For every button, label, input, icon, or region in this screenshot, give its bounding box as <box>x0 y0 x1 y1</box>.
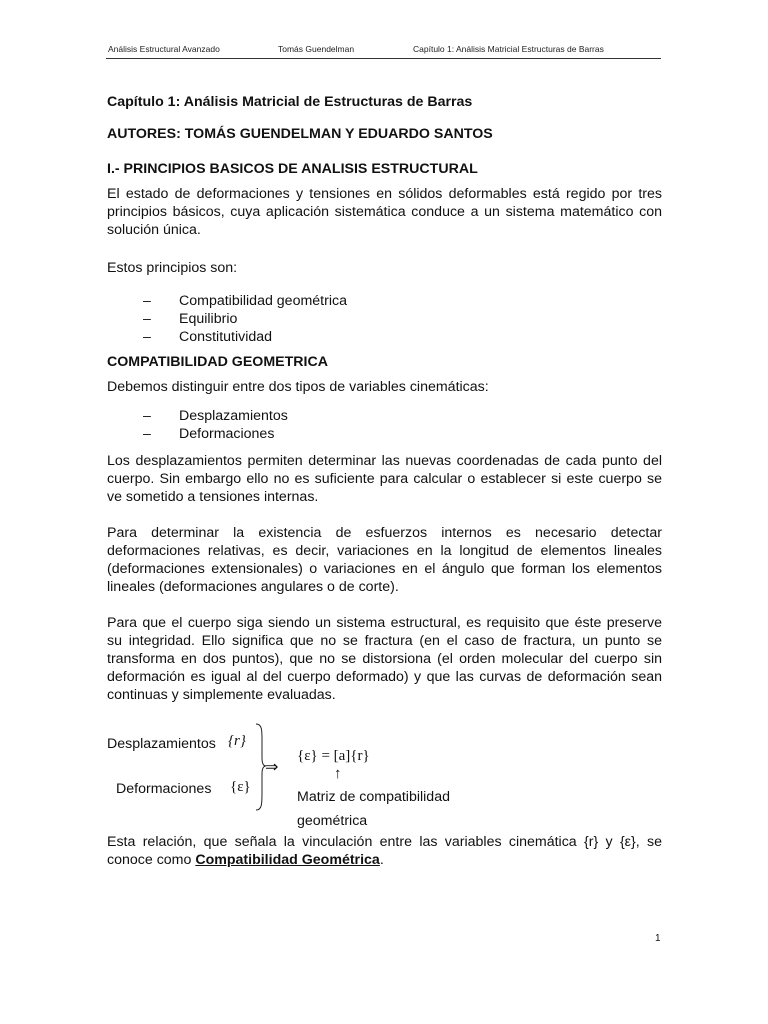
header-author: Tomás Guendelman <box>278 44 355 54</box>
header-chapter: Capítulo 1: Análisis Matricial Estructuras de Barras <box>413 44 604 54</box>
section-heading-compatibility: COMPATIBILIDAD GEOMETRICA <box>107 354 328 370</box>
equation-relation: {ε} = [a]{r} <box>297 748 370 764</box>
closing-period: . <box>379 852 384 868</box>
paragraph-principles-list-intro: Estos principios son: <box>107 260 238 276</box>
paragraph-principles-intro: El estado de deformaciones y tensiones en sólidos deformables está regido por tres principios básicos, cuya aplicación sistemática conduce a un sistema matemático con solución única. <box>107 186 662 238</box>
label-displacements: Desplazamientos <box>107 736 216 752</box>
paragraph-displacements: Los desplazamientos permiten determinar las nuevas coordenadas de cada punto del cuerpo. Sin embargo ello no es suficiente para calcular o establecer si este cuerpo se ve sometido a tensiones internas. <box>107 453 662 505</box>
paragraph-variables-intro: Debemos distinguir entre dos tipos de variables cinemáticas: <box>107 379 489 395</box>
list-item: – Equilibrio <box>143 311 238 327</box>
header-rule <box>106 58 661 59</box>
vector-epsilon: {ε} <box>230 779 251 795</box>
paragraph-closing <box>107 833 662 869</box>
section-heading-principles: I.- PRINCIPIOS BASICOS DE ANALISIS ESTRUCTURAL <box>107 161 478 177</box>
list-item: – Compatibilidad geométrica <box>143 293 347 309</box>
term-geometric-compatibility: Compatibilidad Geométrica <box>195 852 380 868</box>
closing-text: Esta relación, que señala la vinculación entre las variables cinemática {r} y {ε}, se conoce como <box>107 834 662 868</box>
vector-r: {r} <box>228 733 246 749</box>
list-item: – Desplazamientos <box>143 408 288 424</box>
matrix-label-line2: geométrica <box>297 813 368 829</box>
up-arrow-icon: ↑ <box>334 766 342 782</box>
variables-list <box>107 407 662 443</box>
label-deformations: Deformaciones <box>116 781 212 797</box>
chapter-title: Capítulo 1: Análisis Matricial de Estructuras de Barras <box>107 94 473 110</box>
paragraph-integrity: Para que el cuerpo siga siendo un sistema estructural, es requisito que éste preserve su integridad. Ello significa que no se fractura (en el caso de fractura, un punto se transforma en dos puntos), que no se distorsiona (el orden molecular del cuerpo sin deformación es igual al del cuerpo deformado) y que las curvas de deformación sean continuas y simplemente evaluadas. <box>107 615 662 703</box>
principles-list <box>107 292 662 346</box>
implies-arrow-icon: ⇒ <box>265 759 279 776</box>
paragraph-internal-stresses: Para determinar la existencia de esfuerzos internos es necesario detectar deformaciones relativas, es decir, variaciones en la longitud de elementos lineales (deformaciones extensionales) o variaciones en el ángulo que forman los elementos lineales (deformaciones angulares o de corte). <box>107 525 662 595</box>
authors-line: AUTORES: TOMÁS GUENDELMAN Y EDUARDO SANTOS <box>107 126 493 142</box>
running-header <box>108 44 660 58</box>
list-item: – Constitutividad <box>143 329 273 345</box>
list-item: – Deformaciones <box>143 426 275 442</box>
page-number: 1 <box>655 933 661 944</box>
matrix-label-line1: Matriz de compatibilidad <box>297 789 450 805</box>
header-course: Análisis Estructural Avanzado <box>108 44 220 54</box>
